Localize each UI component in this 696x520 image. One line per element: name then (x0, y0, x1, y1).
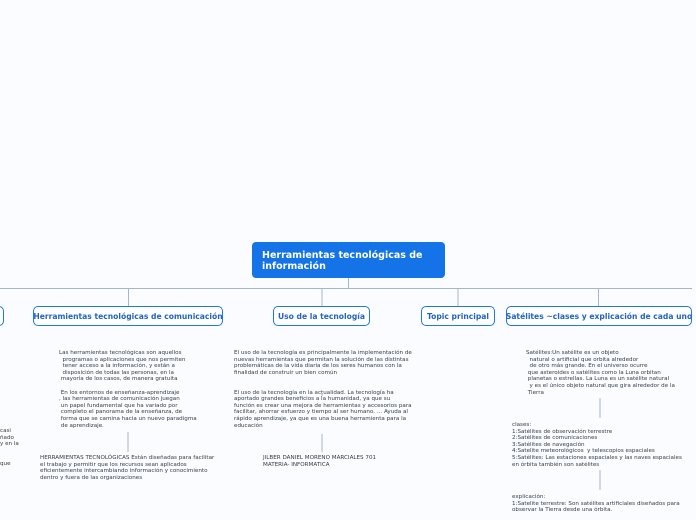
topic-herramientas-comunicacion[interactable] (33, 306, 223, 326)
note-uso-tecnologia[interactable]: El uso de la tecnología es principalmente la implementación de nuevas herramientas que permitan la solución de las distintas problemáticas de la vida diaria de los seres humanos con la finalidad de construir un bien común El uso de la tecnología en la actualidad. La tecnología ha aportado grandes beneficios a la humanidad, ya que su función es crear una mejora de herramientas y accesorios para facilitar, ahorrar esfuerzo y tiempo al ser humano. ... Ayuda al rápido aprendizaje, ya que es una buena herramienta para la educación (234, 350, 412, 429)
topic-satelites[interactable] (506, 306, 692, 326)
note-satelites-definicion[interactable]: Satélites:Un satélite es un objeto natural o artificial que orbita alrededor de otro más grande. En el universo ocurre que asteroides o satélites como la Luna orbitan planetas o estrellas. La Luna es un satélite natural y es el único objeto natural que gira alrededor de la Tierra (526, 350, 675, 396)
note-satelites-clases[interactable]: clases: 1:Satélites de observación terrestre 2:Satélites de comunicaciones 3:Satélites de navegación 4:Satelite meteorológicos y telescopios espaciales 5:Satélites: Las estaciones espaciales y las naves espaciales en órbita también son satélites (512, 422, 682, 468)
root-topic[interactable] (252, 242, 445, 278)
note-comunicacion-herramientas[interactable]: HERRAMIENTAS TECNOLÓGICAS Están diseñadas para facilitar el trabajo y permitir que los recursos sean aplicados eficientemente intercambiando información y conocimiento dentro y fuera de las organizaciones (40, 455, 215, 481)
note-left-fragment[interactable]: casi ñado y en la que (0, 428, 19, 467)
note-comunicacion-definicion[interactable]: Las herramientas tecnológicas son aquellos programas o aplicaciones que nos permiten tener acceso a la información, y están a disposición de todas las personas, en la mayoría de los casos, de manera gratuita En los entornos de enseñanza-aprendizaje , las herramientas de comunicación juegan un papel fundamental que ha variado por completo el panorama de la enseñanza, de forma que se camina hacia un nuevo paradigma de aprendizaje. (59, 350, 197, 429)
topic-satelites-label: Satélites ~clases y explicación de cada uno (505, 311, 693, 321)
topic-uso-tecnologia-label: Uso de la tecnología (277, 311, 366, 321)
topic-principal[interactable] (421, 306, 495, 326)
topic-offscreen-left[interactable] (0, 306, 4, 326)
note-satelites-explicacion[interactable]: explicación: 1:Satelite terrestre: Son satélites artificiales diseñados para observar la Tierra desde una órbita. (512, 494, 680, 514)
note-autor[interactable]: JILBER DANIEL MORENO MARCIALES 701 MATERIA- INFORMATICA (263, 455, 377, 468)
root-topic-title: Herramientas tecnológicas de información (262, 250, 423, 272)
topic-principal-label: Topic principal (426, 311, 490, 321)
topic-herramientas-comunicacion-label: Herramientas tecnológicas de comunicación (33, 311, 223, 321)
topic-uso-tecnologia[interactable] (273, 306, 370, 326)
